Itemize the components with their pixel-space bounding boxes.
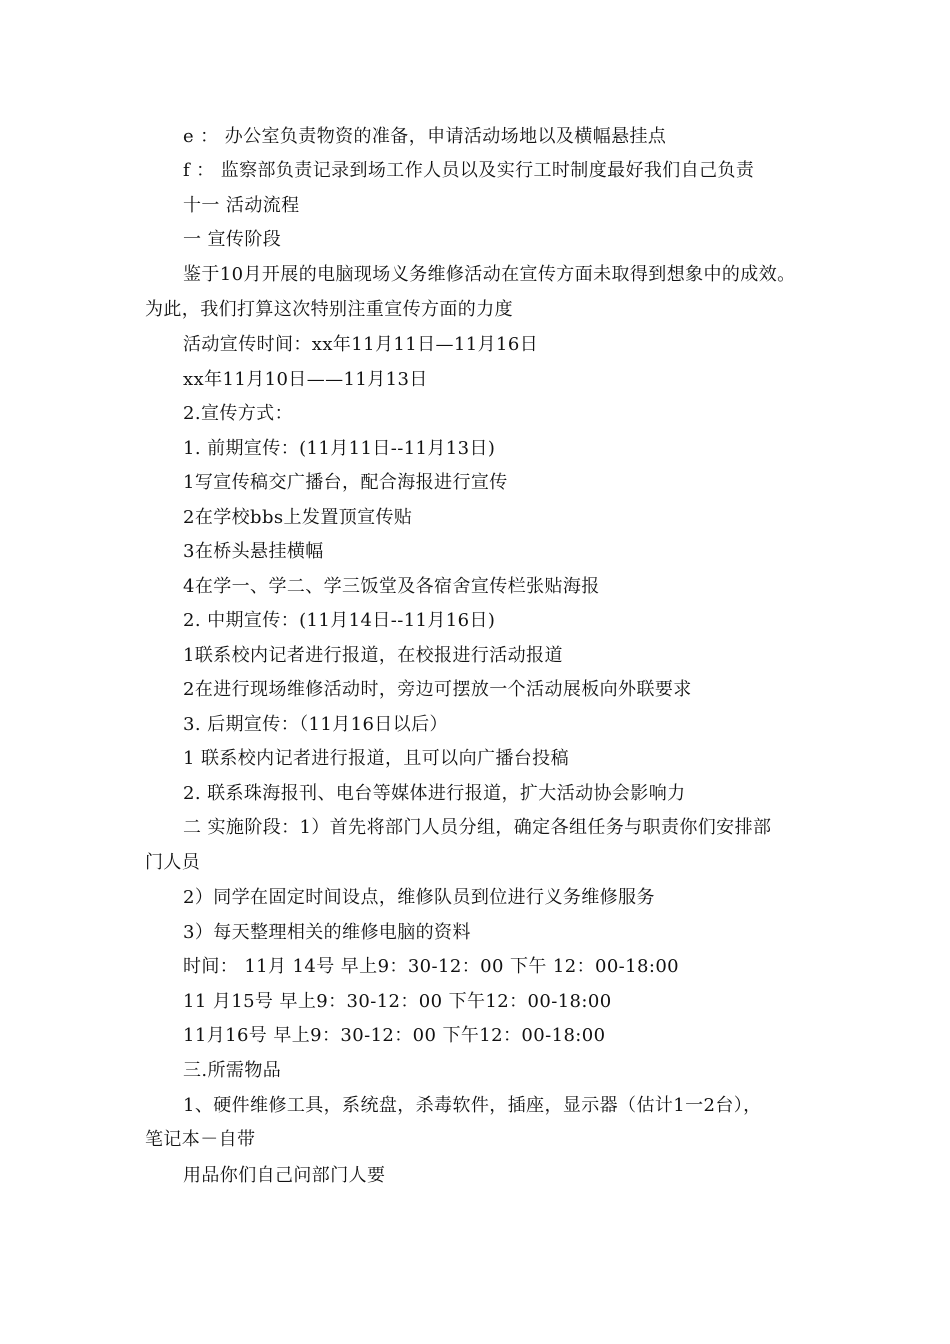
text-line: 为此，我们打算这次特别注重宣传方面的力度 [145, 299, 513, 320]
text-line: 门人员 [145, 852, 201, 873]
text-line: 鉴于10月开展的电脑现场义务维修活动在宣传方面未取得到想象中的成效。 [183, 264, 796, 285]
text-line: xx年11月10日——11月13日 [183, 369, 428, 390]
text-line: 2在学校bbs上发置顶宣传贴 [183, 507, 413, 528]
section-heading: 十一 活动流程 [183, 195, 300, 216]
text-line: 二 实施阶段：1）首先将部门人员分组，确定各组任务与职责你们安排部 [183, 817, 772, 838]
section-heading: 三.所需物品 [183, 1060, 282, 1081]
text-line: 2. 中期宣传：(11月14日--11月16日) [183, 610, 496, 631]
text-line: 2. 联系珠海报刊、电台等媒体进行报道，扩大活动协会影响力 [183, 783, 686, 804]
text-line: 用品你们自己问部门人要 [183, 1165, 386, 1186]
text-line: 1 联系校内记者进行报道，且可以向广播台投稿 [183, 748, 569, 769]
text-line: 4在学一、学二、学三饭堂及各宿舍宣传栏张贴海报 [183, 576, 600, 597]
text-line: 11 月15号 早上9：30-12：00 下午12：00-18:00 [183, 991, 612, 1012]
text-line: 3. 后期宣传：（11月16日以后） [183, 714, 448, 735]
text-line: 1、硬件维修工具，系统盘，杀毒软件，插座，显示器（估计1一2台）， [183, 1095, 762, 1116]
text-line: 2在进行现场维修活动时，旁边可摆放一个活动展板向外联要求 [183, 679, 692, 700]
text-line: 1. 前期宣传：(11月11日--11月13日) [183, 438, 496, 459]
text-line: 活动宣传时间：xx年11月11日—11月16日 [183, 334, 539, 355]
text-line: e ： 办公室负责物资的准备，申请活动场地以及横幅悬挂点 [183, 126, 667, 147]
text-line: 3在桥头悬挂横幅 [183, 541, 324, 562]
subsection-heading: 一 宣传阶段 [183, 229, 282, 250]
text-line: 2.宣传方式： [183, 403, 293, 424]
text-line: 2）同学在固定时间设点，维修队员到位进行义务维修服务 [183, 887, 655, 908]
text-line: 3）每天整理相关的维修电脑的资料 [183, 922, 471, 943]
text-line: f ： 监察部负责记录到场工作人员以及实行工时制度最好我们自己负责 [183, 160, 755, 181]
text-line: 11月16号 早上9：30-12：00 下午12：00-18:00 [183, 1025, 606, 1046]
text-line: 时间： 11月 14号 早上9：30-12：00 下午 12：00-18:00 [183, 956, 680, 977]
text-line: 1写宣传稿交广播台，配合海报进行宣传 [183, 472, 508, 493]
text-line: 1联系校内记者进行报道，在校报进行活动报道 [183, 645, 563, 666]
text-line: 笔记本－自带 [145, 1129, 256, 1150]
